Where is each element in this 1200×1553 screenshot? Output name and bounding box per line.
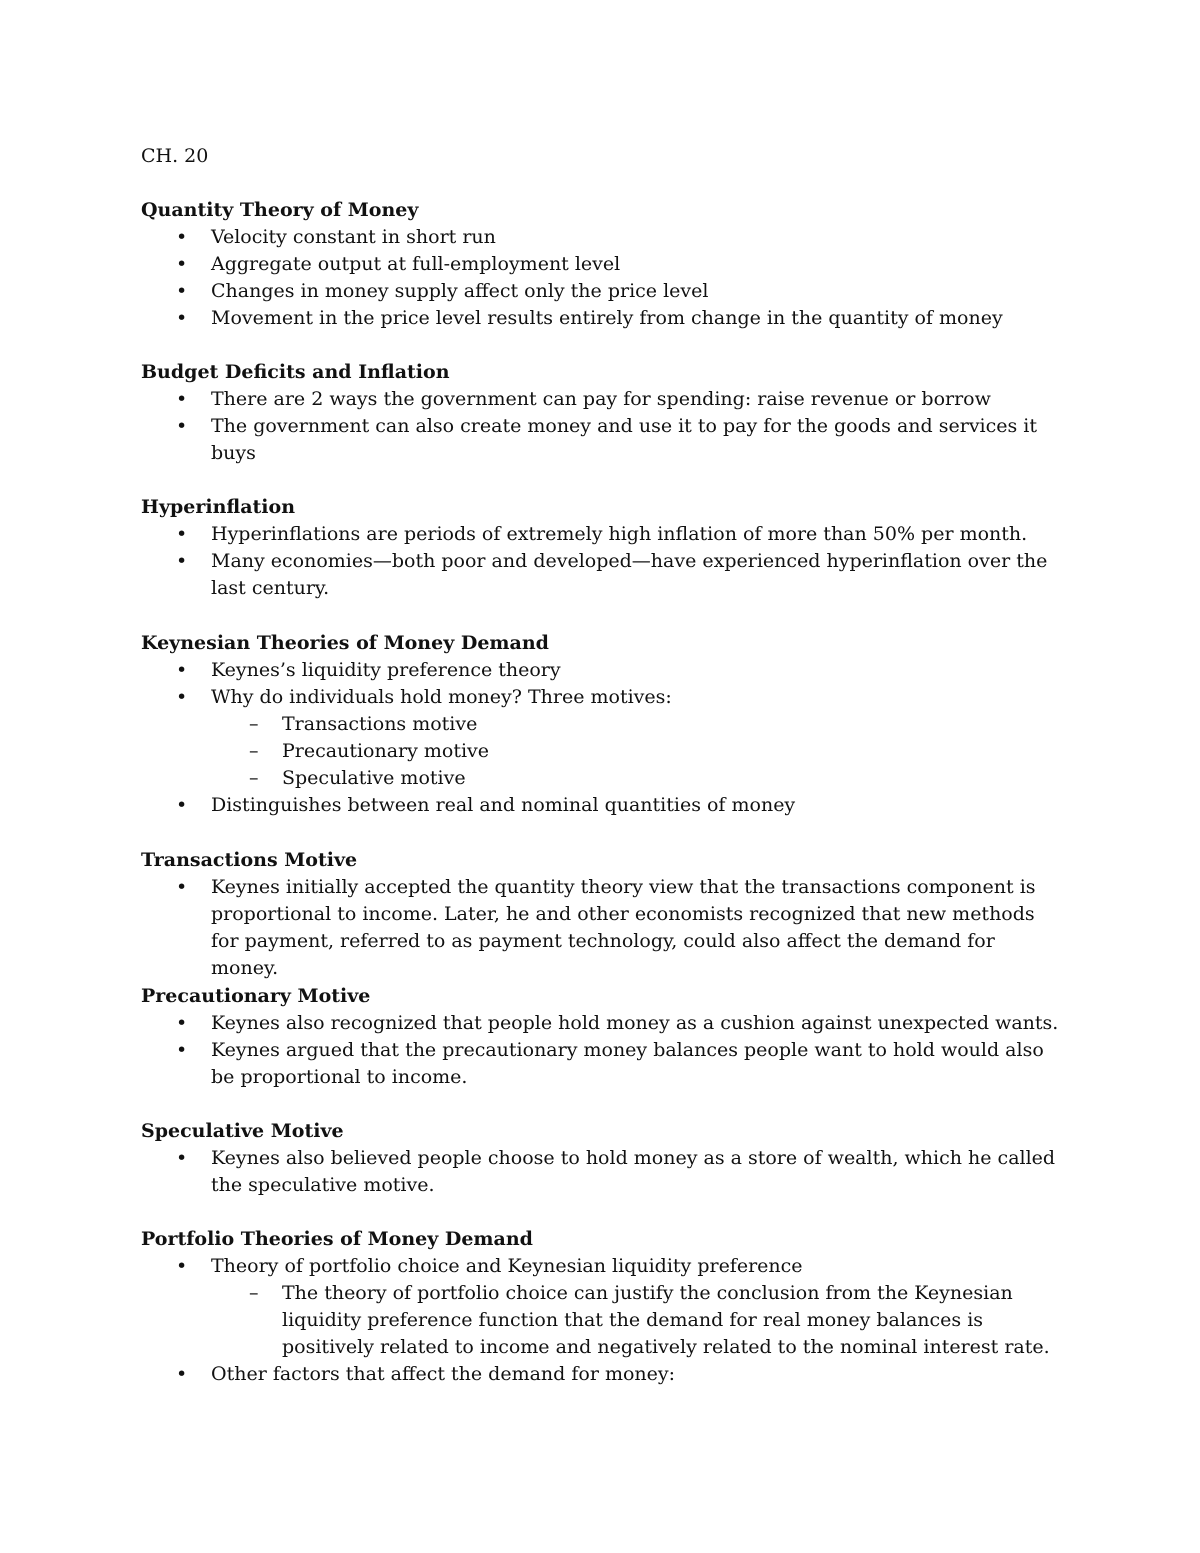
bullet-text: Keynes’s liquidity preference theory: [211, 659, 561, 681]
bullet-item: [141, 251, 1061, 278]
bullet-text: Many economies—both poor and developed—have experienced hyperinflation over the last century.: [211, 550, 1048, 599]
bullet-item: [141, 521, 1061, 548]
bullet-item: [141, 305, 1061, 332]
bullet-marker: •: [176, 226, 188, 248]
bullet-text: The government can also create money and use it to pay for the goods and services it buys: [211, 415, 1038, 464]
bullet-text: Aggregate output at full-employment level: [211, 253, 621, 275]
bullet-marker: •: [176, 280, 188, 302]
bullet-marker: •: [176, 307, 188, 329]
bullet-item: [141, 1145, 1061, 1199]
bullet-text: Keynes also recognized that people hold money as a cushion against unexpected wants.: [211, 1012, 1059, 1034]
section-budget-deficits: [141, 359, 1061, 467]
bullet-marker: •: [176, 253, 188, 275]
bullet-marker: •: [176, 1147, 188, 1169]
bullet-item: [141, 874, 1061, 982]
bullet-item: [141, 548, 1061, 602]
section-speculative-motive: [141, 1118, 1061, 1199]
bullet-text: Hyperinflations are periods of extremely high inflation of more than 50% per month.: [211, 523, 1028, 545]
bullet-marker: •: [176, 1039, 188, 1061]
sub-bullet-text: The theory of portfolio choice can justify the conclusion from the Keynesian liquidity preference function that the demand for real money balances is positively related to income and negatively related to the nominal interest rate.: [282, 1282, 1050, 1358]
section-heading: Transactions Motive: [141, 849, 358, 871]
bullet-item: [141, 413, 1061, 467]
section-keynesian-theories: [141, 630, 1061, 819]
section-hyperinflation: [141, 494, 1061, 602]
section-portfolio-theories: [141, 1226, 1061, 1388]
bullet-marker: •: [176, 1363, 188, 1385]
bullet-marker: •: [176, 1255, 188, 1277]
bullet-item: [141, 1361, 1061, 1388]
dash-marker: –: [249, 1282, 259, 1304]
bullet-item: [141, 386, 1061, 413]
bullet-marker: •: [176, 388, 188, 410]
dash-marker: –: [249, 767, 259, 789]
bullet-text: Why do individuals hold money? Three motives:: [211, 686, 672, 708]
section-heading: Hyperinflation: [141, 496, 296, 518]
sub-bullet-item: [141, 765, 1061, 792]
bullet-item: [141, 684, 1061, 711]
bullet-text: There are 2 ways the government can pay for spending: raise revenue or borrow: [211, 388, 991, 410]
sub-bullet-text: Transactions motive: [282, 713, 478, 735]
sub-bullet-item: [141, 711, 1061, 738]
dash-marker: –: [249, 740, 259, 762]
dash-marker: –: [249, 713, 259, 735]
bullet-text: Keynes also believed people choose to hold money as a store of wealth, which he called the speculative motive.: [211, 1147, 1056, 1196]
sub-bullet-item: [141, 738, 1061, 765]
bullet-text: Distinguishes between real and nominal quantities of money: [211, 794, 796, 816]
section-heading: Speculative Motive: [141, 1120, 344, 1142]
section-heading: Keynesian Theories of Money Demand: [141, 632, 549, 654]
bullet-item: [141, 1037, 1061, 1091]
bullet-marker: •: [176, 1012, 188, 1034]
section-transactions-motive: [141, 847, 1061, 982]
bullet-marker: •: [176, 659, 188, 681]
section-heading: Budget Deficits and Inflation: [141, 361, 450, 383]
bullet-item: [141, 657, 1061, 684]
section-heading: Precautionary Motive: [141, 985, 371, 1007]
bullet-text: Keynes argued that the precautionary money balances people want to hold would also be proportional to income.: [211, 1039, 1044, 1088]
bullet-item: [141, 278, 1061, 305]
section-heading: Quantity Theory of Money: [141, 199, 419, 221]
bullet-item: [141, 224, 1061, 251]
bullet-marker: •: [176, 686, 188, 708]
bullet-marker: •: [176, 876, 188, 898]
bullet-item: [141, 1010, 1061, 1037]
bullet-text: Keynes initially accepted the quantity theory view that the transactions component is proportional to income. Later, he and other economists recognized that new methods for payment, referred to as payment technology, could also affect the demand for money.: [211, 876, 1036, 979]
bullet-marker: •: [176, 550, 188, 572]
section-precautionary-motive: [141, 983, 1061, 1091]
bullet-item: [141, 1253, 1061, 1280]
bullet-marker: •: [176, 415, 188, 437]
bullet-text: Theory of portfolio choice and Keynesian liquidity preference: [211, 1255, 803, 1277]
bullet-text: Velocity constant in short run: [211, 226, 496, 248]
bullet-item: [141, 792, 1061, 819]
sub-bullet-text: Speculative motive: [282, 767, 466, 789]
section-quantity-theory: [141, 197, 1061, 332]
sub-bullet-item: [141, 1280, 1061, 1361]
section-heading: Portfolio Theories of Money Demand: [141, 1228, 533, 1250]
sub-bullet-text: Precautionary motive: [282, 740, 490, 762]
bullet-text: Other factors that affect the demand for money:: [211, 1363, 676, 1385]
chapter-label: CH. 20: [141, 145, 209, 167]
bullet-text: Movement in the price level results entirely from change in the quantity of money: [211, 307, 1003, 329]
bullet-marker: •: [176, 523, 188, 545]
bullet-marker: •: [176, 794, 188, 816]
bullet-text: Changes in money supply affect only the price level: [211, 280, 709, 302]
